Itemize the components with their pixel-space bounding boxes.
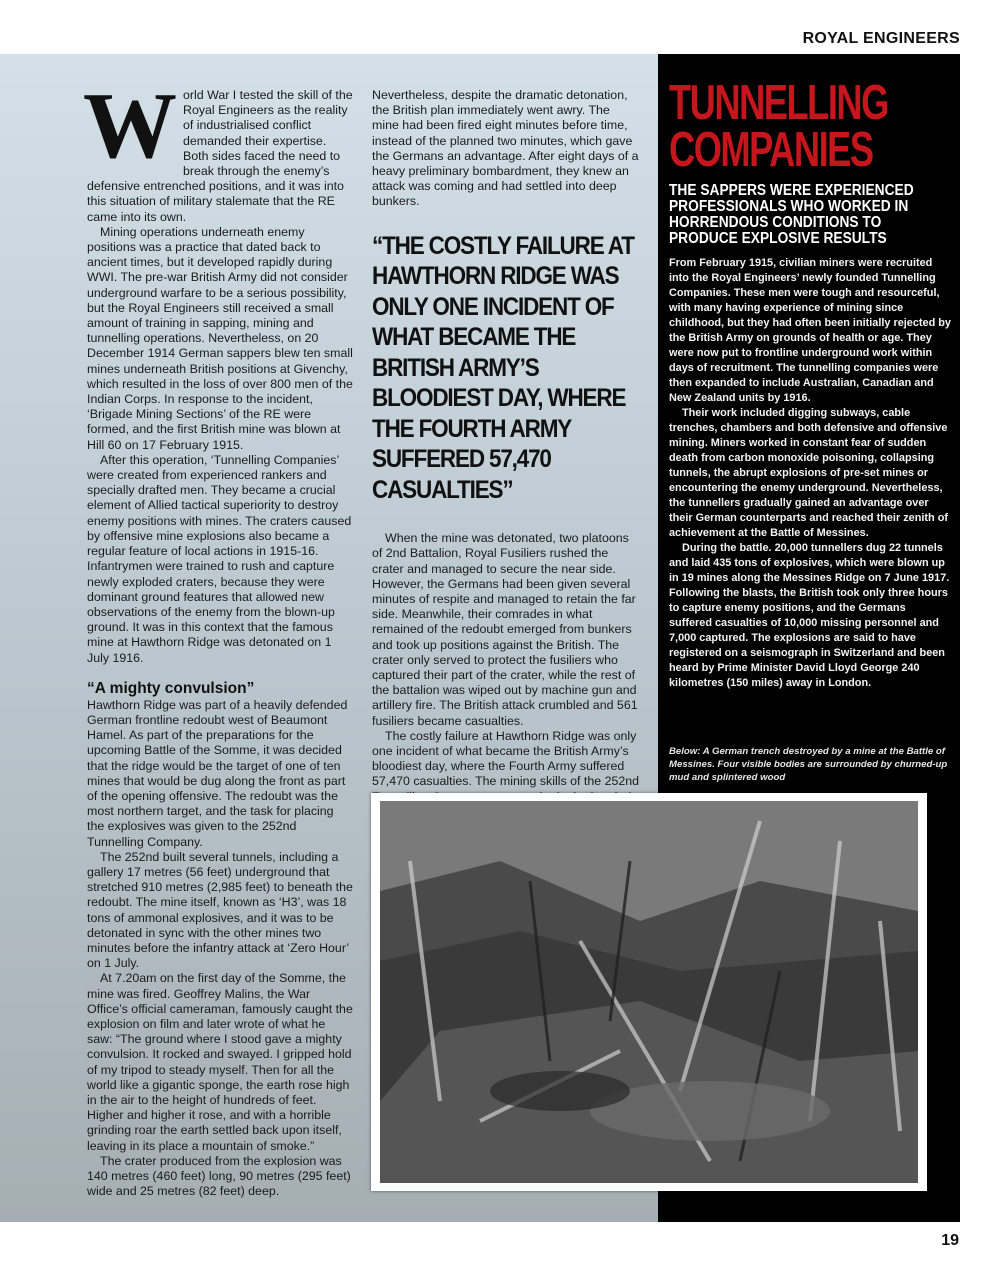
caption-text: A German trench destroyed by a mine at the Battle of Messines. Four visible bodies are surrounded by churned-up mud and splintered wood: [669, 746, 948, 783]
paragraph: At 7.20am on the first day of the Somme, the mine was fired. Geoffrey Malins, the War Office’s official cameraman, famously caught the explosion on film and later wrote of what he saw: “The ground where I stood gave a mighty convulsion. It rocked and swayed. I gripped hold of my tripod to steady myself. Then for all the world like a gigantic sponge, the earth rose high in the air to the height of hundreds of feet. Higher and higher it rose, and with a horrible grinding roar the earth settled back upon itself, leaving in its place a mountain of smoke.”: [87, 971, 353, 1153]
paragraph: The crater produced from the explosion was 140 metres (460 feet) long, 90 metres (295 feet) wide and 25 metres (82 feet) deep.: [87, 1153, 351, 1199]
article-column-1: [83, 74, 353, 1199]
pull-quote: “THE COSTLY FAILURE AT HAWTHORN RIDGE WAS ONLY ONE INCIDENT OF WHAT BECAME THE BRITISH ARMY’S BLOODIEST DAY, WHERE THE FOURTH ARMY SUFFERED 57,470 CASUALTIES”: [372, 231, 634, 504]
sidebar-title: [669, 76, 913, 177]
paragraph: Hawthorn Ridge was part of a heavily defended German frontline redoubt west of Beaumont Hamel. As part of the preparations for the upcoming Battle of the Somme, it was decided that the ridge would be the target of one of ten mines that would be dug along the front as part of the opening offensive. The redoubt was the most northern target, and the task for placing the explosives was given to the 252nd Tunnelling Company.: [87, 697, 348, 849]
paragraph: Mining operations underneath enemy positions was a practice that dated back to ancient times, but it developed rapidly during WWI. The pre-war British Army did not consider underground warfare to be a serious possibility, but the Royal Engineers still received a small amount of training in sapping, mining and tunnelling operations. Nevertheless, on 20 December 1914 German sappers blew ten small mines underneath British positions at Givenchy, which resulted in the loss of over 800 men of the Indian Corps. In response to the incident, ‘Brigade Mining Sections’ of the RE were formed, and the first British mine was blown at Hill 60 on 17 February 1915.: [87, 224, 353, 452]
section-label: ROYAL ENGINEERS: [802, 30, 960, 47]
paragraph: After this operation, ‘Tunnelling Companies’ were created from experienced rankers and specially drafted men. They became a crucial element of Allied tactical superiority to destroy enemy positions with mines. The craters caused by offensive mine explosions also became a regular feature of local actions in 1915-16. Infantrymen were trained to rush and capture newly exploded craters, because they were dominant ground features that allowed new observations of the enemy from the blown-up ground. It was in this context that the famous mine at Hawthorn Ridge was detonated on 1 July 1916.: [87, 452, 352, 665]
paragraph: When the mine was detonated, two platoons of 2nd Battalion, Royal Fusiliers rushed the crater and managed to secure the near side. However, the Germans had been given several minutes of respite and managed to retain the far side. Meanwhile, their comrades in what remained of the redoubt emerged from bunkers and took up positions against the British. The crater only served to protect the fusiliers who captured their part of the crater, while the rest of the battalion was wiped out by machine gun and artillery fire. The British attack crumbled and 561 fusiliers became casualties.: [372, 531, 638, 728]
caption-lead: Below:: [669, 746, 701, 757]
sidebar-paragraph: During the battle. 20,000 tunnellers dug 22 tunnels and laid 435 tons of explosives, which were blown up in 19 mines along the Messines Ridge on 7 June 1917. Following the blasts, the British took only three hours to capture enemy positions, and the Germans suffered casualties of 10,000 missing personnel and 7,000 captured. The explosions are said to have registered on a seismograph in Switzerland and been heard by Prime Minister David Lloyd George 240 kilometres (150 miles) away in London.: [669, 542, 950, 689]
drop-cap: W: [83, 74, 177, 178]
paragraph: Nevertheless, despite the dramatic detonation, the British plan immediately went awry. The mine had been fired eight minutes before time, instead of the planned two minutes, which gave the Germans an advantage. After eight days of a heavy preliminary bombardment, they knew an attack was coming and had settled into deep bunkers.: [372, 88, 639, 209]
subheading: “A mighty convulsion”: [87, 679, 255, 697]
page-number: 19: [941, 1232, 959, 1249]
sidebar-subtitle: THE SAPPERS WERE EXPERIENCED PROFESSIONALS WHO WORKED IN HORRENDOUS CONDITIONS TO PRODUCE EXPLOSIVE RESULTS: [669, 182, 914, 247]
sidebar-paragraph: Their work included digging subways, cable trenches, chambers and both defensive and offensive mining. Miners worked in constant fear of sudden death from carbon monoxide poisoning, collapsing tunnels, the abrupt explosions of pre-set mines or encountering the enemy underground. Nevertheless, the tunnellers gradually gained an advantage over their German counterparts and reached their zenith of achievement at the Battle of Messines.: [669, 407, 948, 539]
paragraph: The costly failure at Hawthorn Ridge was only one incident of what became the British Army’s bloodiest day, where the Fourth Army suffered 57,470 casualties. The mining skills of the 252nd: [372, 728, 640, 789]
sidebar-body: [669, 256, 951, 691]
sidebar-paragraph: From February 1915, civilian miners were recruited into the Royal Engineers’ newly founded Tunnelling Companies. These men were tough and resourceful, with many having experience of mining since childhood, but they had often been initially rejected by the British Army on grounds of health or age. They were now put to frontline underground work within days of recruitment. The tunnelling companies were then expanded to include Australian, Canadian and New Zealand units by 1916.: [669, 257, 951, 404]
photo-caption: [669, 745, 949, 784]
trench-photo: [380, 801, 918, 1183]
paragraph: orld War I tested the skill of the Royal Engineers as the reality of industrialised conflict demanded their expertise. Both sides faced the need to break through the enemy’s defensive entrenched positions, and it was into this situation of military stalemate that the RE came into its own.: [87, 88, 353, 224]
photo-frame: [371, 793, 927, 1191]
sidebar-title-line: COMPANIES: [669, 123, 873, 177]
sidebar-title-line: TUNNELLING: [669, 76, 888, 130]
trench-photo-illustration: [380, 801, 918, 1183]
article-column-2: [372, 88, 640, 881]
paragraph: The 252nd built several tunnels, including a gallery 17 metres (56 feet) underground that stretched 910 metres (2,985 feet) to beneath the redoubt. The mine itself, known as ‘H3’, was 18 tons of ammonal explosives, and it was to be detonated in sync with the other mines two minutes before the infantry attack at ‘Zero Hour’ on 1 July.: [87, 849, 353, 971]
